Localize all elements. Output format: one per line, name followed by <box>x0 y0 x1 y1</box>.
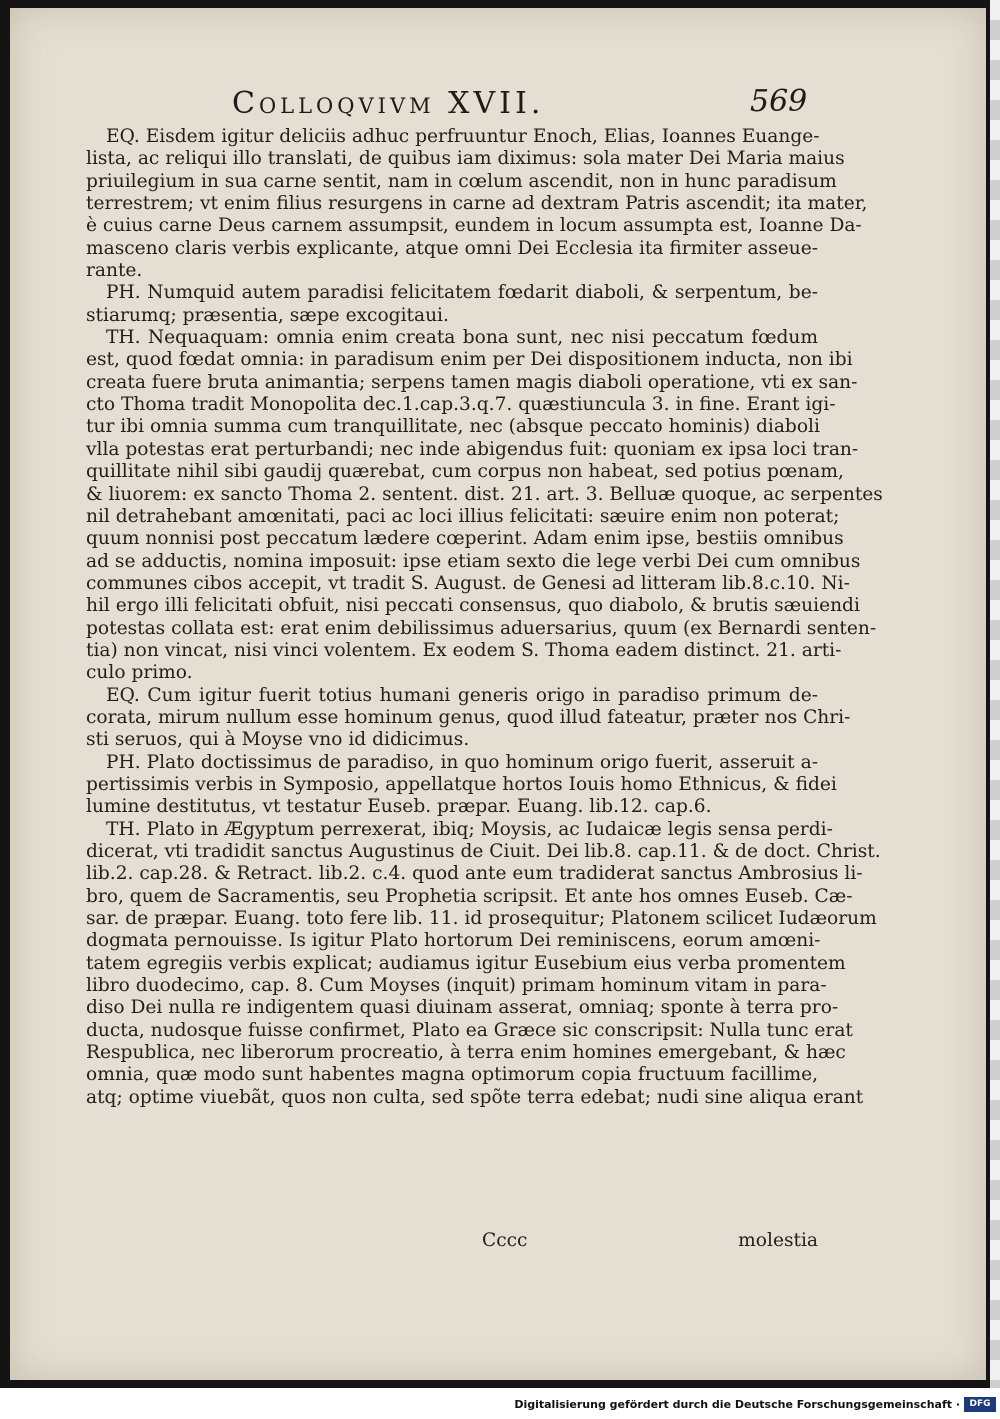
scan-color-scale <box>990 0 1000 1388</box>
text-line: dogmata pernouisse. Is igitur Plato hortorum Dei reminiscens, eorum amœni- <box>86 930 821 952</box>
catchword: molestia <box>738 1230 818 1251</box>
text-line: hil ergo illi felicitati obfuit, nisi peccati consensus, quo diabolo, & brutis sæuiendi <box>86 595 860 617</box>
funding-note: Digitalisierung gefördert durch die Deutsche Forschungsgemeinschaft · <box>514 1398 960 1411</box>
text-line: masceno claris verbis explicante, atque omni Dei Ecclesia ita firmiter asseue- <box>86 237 818 259</box>
text-line: Respublica, nec liberorum procreatio, à terra enim homines emergebant, & hæc <box>86 1042 846 1064</box>
text-line: EQ. Eisdem igitur deliciis adhuc perfruuntur Enoch, Elias, Ioannes Euange- <box>106 126 820 147</box>
text-line: cto Thoma tradit Monopolita dec.1.cap.3.q.7. quæstiuncula 3. in fine. Erant igi- <box>86 394 836 416</box>
text-line: priuilegium in sua carne sentit, nam in cœlum ascendit, non in hunc paradisum <box>86 170 837 192</box>
text-line: potestas collata est: erat enim debilissimus aduersarius, quum (ex Bernardi senten- <box>86 617 877 639</box>
text-line: lista, ac reliqui illo translati, de quibus iam diximus: sola mater Dei Maria maius <box>86 148 845 170</box>
text-line: corata, mirum nullum esse hominum genus, quod illud fateatur, præter nos Chri- <box>86 706 851 728</box>
text-line: libro duodecimo, cap. 8. Cum Moyses (inquit) primam hominum vitam in para- <box>86 975 827 997</box>
text-line: diso Dei nulla re indigentem quasi diuinam asserat, omniaq; sponte à terra pro- <box>86 997 839 1019</box>
text-line: bro, quem de Sacramentis, seu Prophetia scripsit. Et ante hos omnes Euseb. Cæ- <box>86 885 853 907</box>
funding-bar <box>0 1396 1000 1416</box>
text-line: vlla potestas erat perturbandi; nec inde abigendus fuit: quoniam ex ipsa loci tran- <box>86 438 859 460</box>
text-line: lib.2. cap.28. & Retract. lib.2. c.4. quod ante eum tradiderat sanctus Ambrosius li- <box>86 863 863 885</box>
text-line: tatem egregiis verbis explicat; audiamus igitur Eusebium eius verba promentem <box>86 952 846 974</box>
text-line: pertissimis verbis in Symposio, appellatque hortos Iouis homo Ethnicus, & fidei <box>86 773 837 795</box>
text-line: creata fuere bruta animantia; serpens tamen magis diaboli operatione, vti ex san- <box>86 371 858 393</box>
dfg-logo: DFG <box>964 1397 996 1412</box>
text-line: tur ibi omnia summa cum tranquillitate, nec (absque peccato hominis) diaboli <box>86 416 820 438</box>
text-line: & liuorem: ex sancto Thoma 2. sentent. dist. 21. art. 3. Belluæ quoque, ac serpentes <box>86 483 883 505</box>
text-line: è cuius carne Deus carnem assumpsit, eundem in locum assumpta est, Ioanne Da- <box>86 215 862 237</box>
text-line: tia) non vincat, nisi vinci volentem. Ex eodem S. Thoma eadem distinct. 21. arti- <box>86 639 842 661</box>
text-line: EQ. Cum igitur fuerit totius humani generis origo in paradiso primum de- <box>106 684 818 706</box>
text-line: sti seruos, qui à Moyse vno id didicimus. <box>86 729 470 751</box>
text-line: TH. Plato in Ægyptum perrexerat, ibiq; Moysis, ac Iudaicæ legis sensa perdi- <box>106 818 833 840</box>
text-line: TH. Nequaquam: omnia enim creata bona sunt, nec nisi peccatum fœdum <box>106 327 818 349</box>
text-line: culo primo. <box>86 662 193 684</box>
text-line: PH. Plato doctissimus de paradiso, in quo hominum origo fuerit, asseruit a- <box>106 751 818 773</box>
running-title: Colloqvivm XVII. <box>232 86 545 121</box>
text-line: ducta, nudosque fuisse confirmet, Plato ea Græce sic conscripsit: Nulla tunc erat <box>86 1019 853 1041</box>
book-page <box>10 8 986 1380</box>
page-footer <box>86 1228 818 1258</box>
text-line: stiarumq; præsentia, sæpe excogitaui. <box>86 304 449 326</box>
page-header <box>220 80 820 130</box>
text-line: lumine destitutus, vt testatur Euseb. præpar. Euang. lib.12. cap.6. <box>86 796 712 818</box>
text-line: atq; optime viuebãt, quos non culta, sed spõte terra edebat; nudi sine aliqua erant <box>86 1086 864 1108</box>
text-line: sar. de præpar. Euang. toto fere lib. 11. id prosequitur; Platonem scilicet Iudæorum <box>86 908 877 930</box>
page-number: 569 <box>750 84 808 119</box>
text-line: ad se adductis, nomina imposuit: ipse etiam sexto die lege verbi Dei cum omnibus <box>86 550 861 572</box>
text-line: terrestrem; vt enim filius resurgens in carne ad dextram Patris ascendit; ita mater, <box>86 193 868 215</box>
body-text <box>86 126 883 1109</box>
text-line: rante. <box>86 260 143 282</box>
text-line: quum nonnisi post peccatum lædere cœperint. Adam enim ipse, bestiis omnibus <box>86 528 844 550</box>
text-line: est, quod fœdat omnia: in paradisum enim per Dei dispositionem inducta, non ibi <box>86 349 853 371</box>
signature-mark: Cccc <box>482 1230 528 1251</box>
text-line: dicerat, vti tradidit sanctus Augustinus de Ciuit. Dei lib.8. cap.11. & de doct. Christ. <box>86 841 881 862</box>
text-line: quillitate nihil sibi gaudij quærebat, cum corpus non habeat, sed potius pœnam, <box>86 461 844 483</box>
text-line: nil detrahebant amœnitati, paci ac loci illius felicitati: sæuire enim non poterat; <box>86 505 840 527</box>
text-line: PH. Numquid autem paradisi felicitatem fœdarit diaboli, & serpentum, be- <box>106 282 818 304</box>
text-line: communes cibos accepit, vt tradit S. August. de Genesi ad litteram lib.8.c.10. Ni- <box>86 572 850 594</box>
text-line: omnia, quæ modo sunt habentes magna optimorum copia fructuum facillime, <box>86 1064 818 1086</box>
